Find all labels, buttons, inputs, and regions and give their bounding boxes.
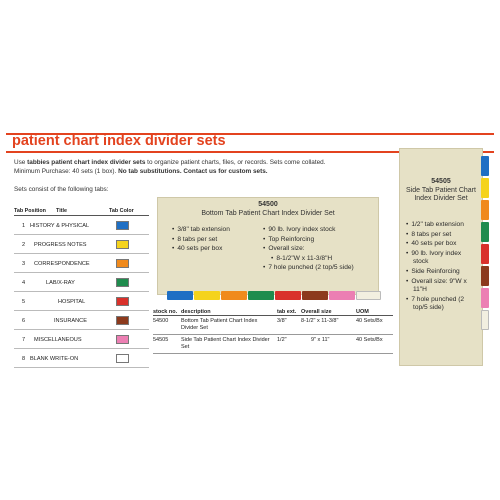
tab-table-header xyxy=(14,206,149,216)
spec-table-header xyxy=(153,307,393,316)
side-tab xyxy=(481,288,489,308)
tab-name: HISTORY & PHYSICAL xyxy=(30,223,90,229)
tab-num: 4 xyxy=(22,280,26,286)
tab-name: BLANK WRITE-ON xyxy=(30,356,79,362)
cell-description: Bottom Tab Patient Chart Index Divider Set xyxy=(181,318,258,331)
bottom-tabs-strip xyxy=(167,291,381,300)
side-tab xyxy=(481,266,489,286)
feature-item: • 8 tabs per set xyxy=(406,231,478,240)
side-card-name: Side Tab Patient Chart Index Divider Set xyxy=(406,187,476,202)
consist-text: Sets consist of the following tabs: xyxy=(14,186,109,193)
bottom-tab xyxy=(275,291,301,300)
bottom-tab xyxy=(329,291,355,300)
feature-item: • 7 hole punched (2 top/5 side) xyxy=(263,263,373,273)
header-tab-ext: tab ext. xyxy=(277,309,297,315)
header-tab-color: Tab Color xyxy=(109,208,134,214)
cell-uom: 40 Sets/Bx xyxy=(356,337,383,343)
intro-line2-bold: No tab substitutions. Contact us for custom sets. xyxy=(118,168,268,175)
side-tab xyxy=(481,200,489,220)
feature-item: • 3/8" tab extension xyxy=(172,225,230,235)
page-title: patient chart index divider sets xyxy=(12,133,226,149)
feature-item: • 90 lb. Ivory index stock xyxy=(263,225,373,235)
tab-name: CORRESPONDENCE xyxy=(34,261,90,267)
tab-row xyxy=(14,254,149,273)
tab-row xyxy=(14,349,149,368)
tab-num: 8 xyxy=(22,356,26,362)
tab-row xyxy=(14,235,149,254)
cell-uom: 40 Sets/Bx xyxy=(356,318,383,324)
side-tab-product-card xyxy=(399,148,483,366)
tab-row xyxy=(14,216,149,235)
side-card-features xyxy=(406,221,478,314)
side-tab xyxy=(481,178,489,198)
side-tab xyxy=(481,222,489,242)
tab-color-swatch xyxy=(116,221,129,230)
tab-color-swatch xyxy=(116,278,129,287)
side-tab xyxy=(481,244,489,264)
tab-num: 7 xyxy=(22,337,26,343)
tab-name: LAB/X-RAY xyxy=(46,280,75,286)
tab-name: PROGRESS NOTES xyxy=(34,242,87,248)
cell-tab-ext: 1/2" xyxy=(277,337,287,343)
tab-row xyxy=(14,330,149,349)
feature-item: • Overall size: 9"W x 11"H xyxy=(406,278,478,295)
tab-row xyxy=(14,292,149,311)
bottom-card-features-left xyxy=(172,225,230,254)
feature-item: • 90 lb. Ivory index stock xyxy=(406,250,478,267)
bottom-tab xyxy=(302,291,328,300)
feature-item: • 40 sets per box xyxy=(172,244,230,254)
feature-item: • Top Reinforcing xyxy=(263,235,373,245)
side-tab xyxy=(481,310,489,330)
bottom-tab xyxy=(221,291,247,300)
cell-size: 8-1/2" x 11-3/8" xyxy=(301,318,339,324)
bottom-card-name: Bottom Tab Patient Chart Index Divider Set xyxy=(201,210,335,217)
tab-name: MISCELLANEOUS xyxy=(34,337,82,343)
tab-color-swatch xyxy=(116,297,129,306)
cell-tab-ext: 3/8" xyxy=(277,318,287,324)
intro-line1-suffix: to organize patient charts, files, or records. Sets come collated. xyxy=(145,159,326,166)
cell-stock: 54505 xyxy=(153,337,169,343)
tab-table xyxy=(14,206,149,368)
header-title: Title xyxy=(56,208,67,214)
tab-color-swatch xyxy=(116,316,129,325)
tab-num: 6 xyxy=(22,318,26,324)
table-row xyxy=(153,335,393,354)
intro-line2-prefix: Minimum Purchase: 40 sets (1 box). xyxy=(14,168,119,175)
tab-row xyxy=(14,311,149,330)
intro-line1-bold: tabbies patient chart index divider sets xyxy=(27,159,146,166)
tab-num: 2 xyxy=(22,242,26,248)
feature-item xyxy=(263,254,373,264)
side-tabs-strip xyxy=(481,156,489,366)
bottom-tab xyxy=(248,291,274,300)
bottom-tab xyxy=(167,291,193,300)
cell-description: Side Tab Patient Chart Index Divider Set xyxy=(181,337,270,350)
header-size: Overall size xyxy=(301,309,332,315)
feature-item: • 7 hole punched (2 top/5 side) xyxy=(406,296,478,313)
cell-stock: 54500 xyxy=(153,318,169,324)
tab-name: INSURANCE xyxy=(54,318,87,324)
feature-item: • 8 tabs per set xyxy=(172,235,230,245)
header-description: description xyxy=(181,309,211,315)
side-tab xyxy=(481,156,489,176)
header-stock: stock no. xyxy=(153,309,178,315)
bottom-tab xyxy=(194,291,220,300)
intro-text xyxy=(14,158,394,176)
tab-num: 3 xyxy=(22,261,26,267)
feature-size-value: 8-1/2"W x 11-3/8"H xyxy=(276,254,333,262)
bottom-tab-product-card xyxy=(157,197,379,295)
tab-color-swatch xyxy=(116,354,129,363)
spec-table xyxy=(153,307,393,354)
tab-num: 5 xyxy=(22,299,26,305)
feature-item: • 40 sets per box xyxy=(406,240,478,249)
tab-color-swatch xyxy=(116,259,129,268)
tab-row xyxy=(14,273,149,292)
side-card-stock: 54505 xyxy=(431,178,451,185)
feature-item: • Side Reinforcing xyxy=(406,268,478,277)
table-row xyxy=(153,316,393,335)
bottom-card-stock: 54500 xyxy=(258,201,278,208)
header-tab-position: Tab Position xyxy=(14,208,46,214)
feature-item: • Overall size: xyxy=(263,244,373,254)
bottom-card-features-right xyxy=(263,225,373,273)
tab-name: HOSPITAL xyxy=(58,299,86,305)
intro-line1-prefix: Use xyxy=(14,159,28,166)
cell-size: 9" x 11" xyxy=(311,337,330,343)
header-uom: UOM xyxy=(356,309,369,315)
tab-num: 1 xyxy=(22,223,26,229)
tab-color-swatch xyxy=(116,240,129,249)
feature-item: • 1/2" tab extension xyxy=(406,221,478,230)
tab-color-swatch xyxy=(116,335,129,344)
bottom-tab xyxy=(356,291,381,300)
